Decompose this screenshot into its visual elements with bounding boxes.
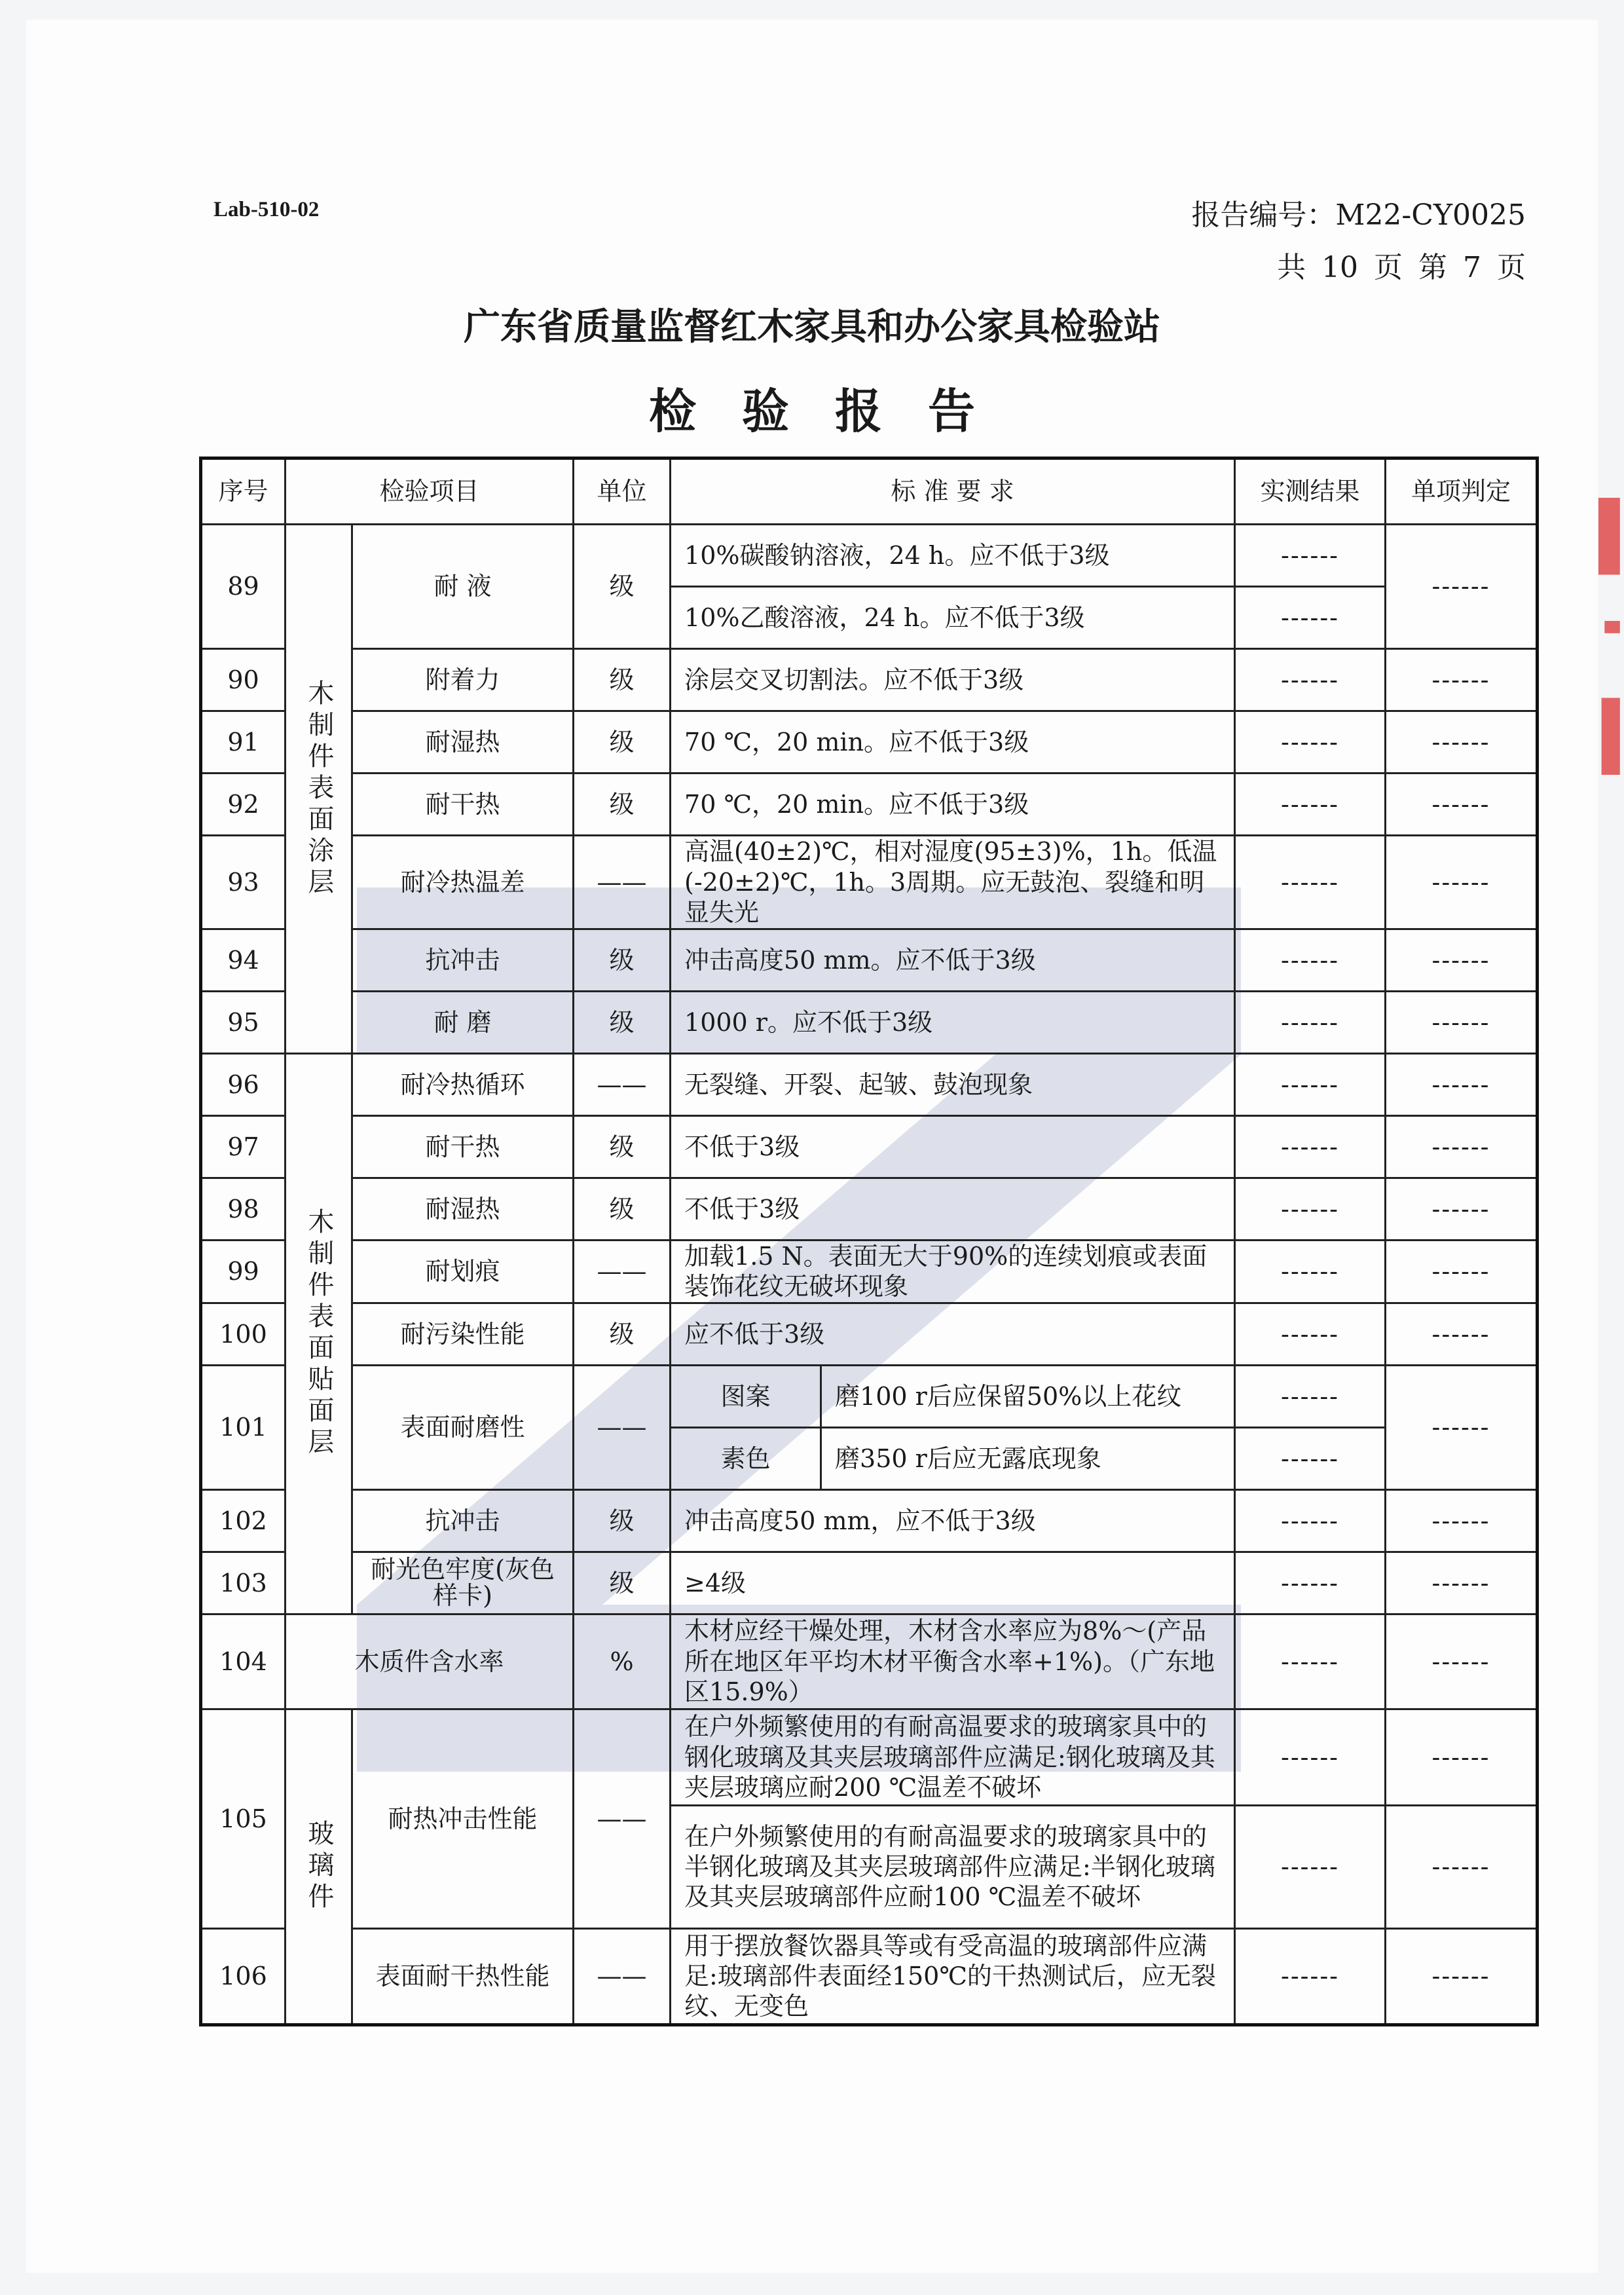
unit: % [574,1614,671,1709]
col-unit: 单位 [574,458,671,525]
seq: 89 [201,525,286,649]
result: ------ [1235,525,1386,587]
unit: —— [574,1054,671,1116]
result: ------ [1235,1709,1386,1805]
verdict: ------ [1386,1489,1538,1552]
result: ------ [1235,1427,1386,1489]
sub-type: 素色 [671,1427,821,1489]
unit: 级 [574,525,671,649]
verdict: ------ [1386,1805,1538,1928]
item: 表面耐磨性 [352,1365,574,1489]
category-coating: 木制件表面涂层 [286,525,352,1054]
sub-type: 图案 [671,1365,821,1427]
seq: 105 [201,1709,286,1928]
standard: 高温(40±2)℃，相对湿度(95±3)%，1h。低温(-20±2)℃，1h。3周期。应无鼓泡、裂缝和明显失光 [671,836,1235,929]
result: ------ [1235,649,1386,711]
result: ------ [1235,1489,1386,1552]
standard: 用于摆放餐饮器具等或有受高温的玻璃部件应满足:玻璃部件表面经150℃的干热测试后，应无裂纹、无变色 [671,1928,1235,2024]
table-header-row [201,458,1538,525]
verdict: ------ [1386,1116,1538,1178]
seq: 91 [201,711,286,774]
table-row [201,1928,1538,2024]
result: ------ [1235,1805,1386,1928]
unit: —— [574,1928,671,2024]
item: 抗冲击 [352,1489,574,1552]
seq: 92 [201,774,286,836]
col-verdict: 单项判定 [1386,458,1538,525]
result: ------ [1235,836,1386,929]
standard: ≥4级 [671,1552,1235,1614]
form-code: Lab-510-02 [213,198,320,221]
table-row [201,1709,1538,1805]
unit: 级 [574,992,671,1054]
verdict: ------ [1386,1303,1538,1365]
category-veneer: 木制件表面贴面层 [286,1054,352,1614]
standard: 涂层交叉切割法。应不低于3级 [671,649,1235,711]
unit: —— [574,1241,671,1303]
unit: 级 [574,929,671,992]
table-row [201,1552,1538,1614]
result: ------ [1235,1178,1386,1241]
item: 耐湿热 [352,1178,574,1241]
verdict: ------ [1386,649,1538,711]
standard: 应不低于3级 [671,1303,1235,1365]
standard: 磨350 r后应无露底现象 [821,1427,1235,1489]
verdict: ------ [1386,929,1538,992]
col-item: 检验项目 [286,458,574,525]
result: ------ [1235,587,1386,649]
item: 耐 磨 [352,992,574,1054]
inspection-table [199,457,1539,2026]
verdict: ------ [1386,836,1538,929]
table-row [201,774,1538,836]
standard: 木材应经干燥处理，木材含水率应为8%～(产品所在地区年平均木材平衡含水率+1%)。（广东地区15.9%） [671,1614,1235,1709]
unit: 级 [574,1489,671,1552]
verdict: ------ [1386,711,1538,774]
red-stamp-fragment [1591,498,1624,806]
col-result: 实测结果 [1235,458,1386,525]
item: 耐光色牢度(灰色样卡) [352,1552,574,1614]
standard: 无裂缝、开裂、起皱、鼓泡现象 [671,1054,1235,1116]
result: ------ [1235,774,1386,836]
result: ------ [1235,929,1386,992]
unit: —— [574,1365,671,1489]
item: 耐划痕 [352,1241,574,1303]
seq: 99 [201,1241,286,1303]
result: ------ [1235,1116,1386,1178]
verdict: ------ [1386,1178,1538,1241]
seq: 95 [201,992,286,1054]
table-row [201,929,1538,992]
table-row [201,1116,1538,1178]
seq: 93 [201,836,286,929]
item: 附着力 [352,649,574,711]
table-row [201,711,1538,774]
seq: 106 [201,1928,286,2024]
table-row [201,1241,1538,1303]
result: ------ [1235,1552,1386,1614]
standard: 加载1.5 N。表面无大于90%的连续划痕或表面装饰花纹无破坏现象 [671,1241,1235,1303]
unit: 级 [574,1116,671,1178]
col-seq: 序号 [201,458,286,525]
table-row [201,649,1538,711]
organization-name: 广东省质量监督红木家具和办公家具检验站 [464,306,1160,348]
seq: 98 [201,1178,286,1241]
result: ------ [1235,1614,1386,1709]
item: 耐湿热 [352,711,574,774]
unit: 级 [574,711,671,774]
item: 耐污染性能 [352,1303,574,1365]
seq: 96 [201,1054,286,1116]
table-row [201,1178,1538,1241]
result: ------ [1235,992,1386,1054]
seq: 102 [201,1489,286,1552]
verdict: ------ [1386,1365,1538,1489]
result: ------ [1235,1241,1386,1303]
verdict: ------ [1386,1928,1538,2024]
unit: —— [574,1709,671,1928]
result: ------ [1235,1303,1386,1365]
standard: 磨100 r后应保留50%以上花纹 [821,1365,1235,1427]
verdict: ------ [1386,774,1538,836]
table-row [201,836,1538,929]
verdict: ------ [1386,525,1538,649]
table-row [201,1365,1538,1427]
seq: 101 [201,1365,286,1489]
table-row [201,1054,1538,1116]
item: 表面耐干热性能 [352,1928,574,2024]
result: ------ [1235,711,1386,774]
verdict: ------ [1386,1614,1538,1709]
result: ------ [1235,1928,1386,2024]
standard: 不低于3级 [671,1178,1235,1241]
report-title: 检验报告 [648,384,1021,439]
item: 抗冲击 [352,929,574,992]
unit: —— [574,836,671,929]
verdict: ------ [1386,1054,1538,1116]
report-number: 报告编号：M22-CY0025 [1191,198,1526,232]
seq: 97 [201,1116,286,1178]
category-glass: 玻璃件 [286,1709,352,2024]
item: 耐热冲击性能 [352,1709,574,1928]
seq: 90 [201,649,286,711]
standard: 不低于3级 [671,1116,1235,1178]
seq: 100 [201,1303,286,1365]
item: 耐冷热循环 [352,1054,574,1116]
standard: 1000 r。应不低于3级 [671,992,1235,1054]
table-row [201,1614,1538,1709]
result: ------ [1235,1054,1386,1116]
item: 耐干热 [352,774,574,836]
standard: 在户外频繁使用的有耐高温要求的玻璃家具中的钢化玻璃及其夹层玻璃部件应满足:钢化玻璃及其夹层玻璃应耐200 ℃温差不破坏 [671,1709,1235,1805]
table-row [201,1303,1538,1365]
seq: 103 [201,1552,286,1614]
col-standard: 标 准 要 求 [671,458,1235,525]
result: ------ [1235,1365,1386,1427]
standard: 70 ℃，20 min。应不低于3级 [671,711,1235,774]
unit: 级 [574,1552,671,1614]
standard: 10%碳酸钠溶液，24 h。应不低于3级 [671,525,1235,587]
verdict: ------ [1386,992,1538,1054]
verdict: ------ [1386,1709,1538,1805]
seq: 104 [201,1614,286,1709]
standard: 冲击高度50 mm。应不低于3级 [671,929,1235,992]
standard: 70 ℃，20 min。应不低于3级 [671,774,1235,836]
item: 木质件含水率 [286,1614,574,1709]
verdict: ------ [1386,1552,1538,1614]
item: 耐干热 [352,1116,574,1178]
item: 耐冷热温差 [352,836,574,929]
unit: 级 [574,774,671,836]
unit: 级 [574,1178,671,1241]
table-row [201,525,1538,587]
seq: 94 [201,929,286,992]
item: 耐 液 [352,525,574,649]
unit: 级 [574,649,671,711]
unit: 级 [574,1303,671,1365]
table-row [201,992,1538,1054]
table-row [201,1489,1538,1552]
standard: 10%乙酸溶液，24 h。应不低于3级 [671,587,1235,649]
standard: 冲击高度50 mm，应不低于3级 [671,1489,1235,1552]
standard: 在户外频繁使用的有耐高温要求的玻璃家具中的半钢化玻璃及其夹层玻璃部件应满足:半钢化玻璃及其夹层玻璃部件应耐100 ℃温差不破坏 [671,1805,1235,1928]
verdict: ------ [1386,1241,1538,1303]
page-count: 共 10 页 第 7 页 [1277,251,1526,284]
